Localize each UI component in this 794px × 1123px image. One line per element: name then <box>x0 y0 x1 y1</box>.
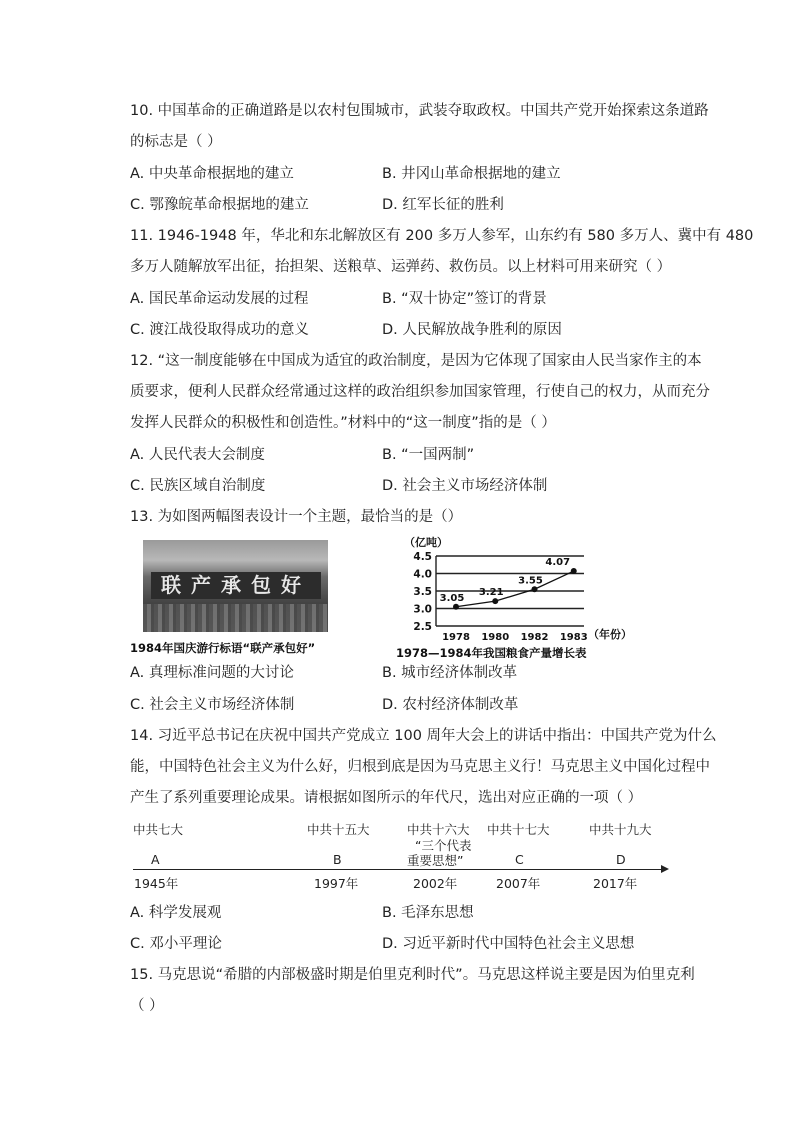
chart-data-label: 3.21 <box>478 587 504 599</box>
q10-option-b: B. 井冈山革命根据地的建立 <box>382 166 561 182</box>
timeline-congress-15: 中共十五大 <box>307 822 370 837</box>
q11-stem-line2: 多万人随解放军出征，抬担架、送粮草、运弹药、救伤员。以上材料可用来研究（ ） <box>130 259 672 275</box>
chart-data-point <box>492 598 498 604</box>
timeline-letter-a: A <box>151 852 160 867</box>
q11-option-c: C. 渡江战役取得成功的意义 <box>130 322 309 338</box>
chart-series-line <box>456 571 574 607</box>
chart-x-tick-label: 1982 <box>520 632 549 643</box>
q15-stem-line1: 15. 马克思说“希腊的内部极盛时期是伯里克利时代”。马克思这样说主要是因为伯里克利 <box>130 967 695 983</box>
q12-stem-line2: 质要求，便利人民群众经常通过这样的政治组织参加国家管理，行使自己的权力，从而充分 <box>130 384 710 400</box>
parade-photo <box>143 540 328 632</box>
chart-title: 1978—1984年我国粮食产量增长表 <box>396 646 587 658</box>
q13-stem: 13. 为如图两幅图表设计一个主题，最恰当的是（） <box>130 509 463 525</box>
timeline-congress-19: 中共十九大 <box>589 822 652 837</box>
chart-x-tick-label: 1983 <box>559 632 588 643</box>
chart-data-point <box>532 586 538 592</box>
q12-option-a: A. 人民代表大会制度 <box>130 447 265 463</box>
q13-option-a: A. 真理标准问题的大讨论 <box>130 665 294 681</box>
chart-x-tick-label: 1978 <box>442 632 470 643</box>
q14-option-a: A. 科学发展观 <box>130 905 222 921</box>
timeline-letter-d: D <box>616 852 626 867</box>
q11-option-a: A. 国民革命运动发展的过程 <box>130 291 309 307</box>
photo-caption: 1984年国庆游行标语“联产承包好” <box>130 641 316 655</box>
q14-option-d: D. 习近平新时代中国特色社会主义思想 <box>382 936 635 952</box>
timeline-axis <box>133 869 663 870</box>
timeline-year-1945: 1945年 <box>134 876 179 891</box>
q10-option-a: A. 中央革命根据地的建立 <box>130 166 294 182</box>
q13-option-d: D. 农村经济体制改革 <box>382 697 519 713</box>
chart-data-label: 3.55 <box>518 575 543 587</box>
q10-option-c: C. 鄂豫皖革命根据地的建立 <box>130 197 309 213</box>
timeline-note-line2: 重要思想” <box>407 853 464 868</box>
chart-y-unit: （亿吨） <box>404 536 448 549</box>
chart-x-unit: （年份） <box>588 628 632 641</box>
chart-data-label: 3.05 <box>439 592 465 604</box>
timeline-letter-c: C <box>515 852 524 867</box>
q12-stem-line1: 12. “这一制度能够在中国成为适宜的政治制度，是因为它体现了国家由人民当家作主的本 <box>130 353 702 369</box>
timeline-year-1997: 1997年 <box>314 876 359 891</box>
q10-option-d: D. 红军长征的胜利 <box>382 197 504 213</box>
timeline-congress-16: 中共十六大 <box>407 822 470 837</box>
q13-option-b: B. 城市经济体制改革 <box>382 665 518 681</box>
q12-stem-line3: 发挥人民群众的积极性和创造性。”材料中的“这一制度”指的是（ ） <box>130 415 556 431</box>
q12-option-c: C. 民族区域自治制度 <box>130 478 266 494</box>
q10-stem-line1: 10. 中国革命的正确道路是以农村包围城市，武装夺取政权。中国共产党开始探索这条道路 <box>130 103 709 119</box>
q14-option-b: B. 毛泽东思想 <box>382 905 474 921</box>
timeline-arrow-icon <box>661 865 669 873</box>
q13-option-c: C. 社会主义市场经济体制 <box>130 697 295 713</box>
timeline-congress-7: 中共七大 <box>133 822 184 837</box>
q10-stem-line2: 的标志是（ ） <box>130 134 222 150</box>
q14-stem-line1: 14. 习近平总书记在庆祝中国共产党成立 100 周年大会上的讲话中指出：中国共产党为什么 <box>130 728 717 744</box>
chart-data-label: 4.07 <box>545 557 571 569</box>
timeline-year-2002: 2002年 <box>413 876 458 891</box>
q14-stem-line2: 能，中国特色社会主义为什么好，归根到底是因为马克思主义行！马克思主义中国化过程中 <box>130 759 710 775</box>
timeline-congress-17: 中共十七大 <box>487 822 550 837</box>
q14-stem-line3: 产生了系列重要理论成果。请根据如图所示的年代尺，选出对应正确的一项（ ） <box>130 790 643 806</box>
q11-option-b: B. “双十协定”签订的背景 <box>382 291 547 307</box>
chart-y-tick-label: 4.5 <box>413 551 432 563</box>
chart-y-tick-label: 4.0 <box>413 568 432 581</box>
q14-option-c: C. 邓小平理论 <box>130 936 222 952</box>
timeline-letter-b: B <box>333 852 342 867</box>
chart-data-point <box>571 568 577 574</box>
chart-y-tick-label: 2.5 <box>413 621 432 633</box>
grain-output-chart <box>396 532 646 658</box>
chart-x-tick-label: 1980 <box>481 632 510 643</box>
chart-data-point <box>453 604 459 610</box>
q11-stem-line1: 11. 1946-1948 年，华北和东北解放区有 200 多万人参军，山东约有 580 多万人、冀中有 480 <box>130 228 754 244</box>
timeline-year-2017: 2017年 <box>593 876 638 891</box>
chart-y-tick-label: 3.5 <box>413 586 432 598</box>
q15-stem-line2: （ ） <box>130 998 164 1014</box>
photo-crowd <box>143 604 328 632</box>
q12-option-d: D. 社会主义市场经济体制 <box>382 478 548 494</box>
q11-option-d: D. 人民解放战争胜利的原因 <box>382 322 562 338</box>
photo-banner-text: 联产承包好 <box>151 572 321 599</box>
timeline-year-2007: 2007年 <box>496 876 541 891</box>
chart-y-tick-label: 3.0 <box>413 603 432 616</box>
q12-option-b: B. “一国两制” <box>382 447 475 463</box>
timeline-note-line1: “三个代表 <box>415 838 472 853</box>
